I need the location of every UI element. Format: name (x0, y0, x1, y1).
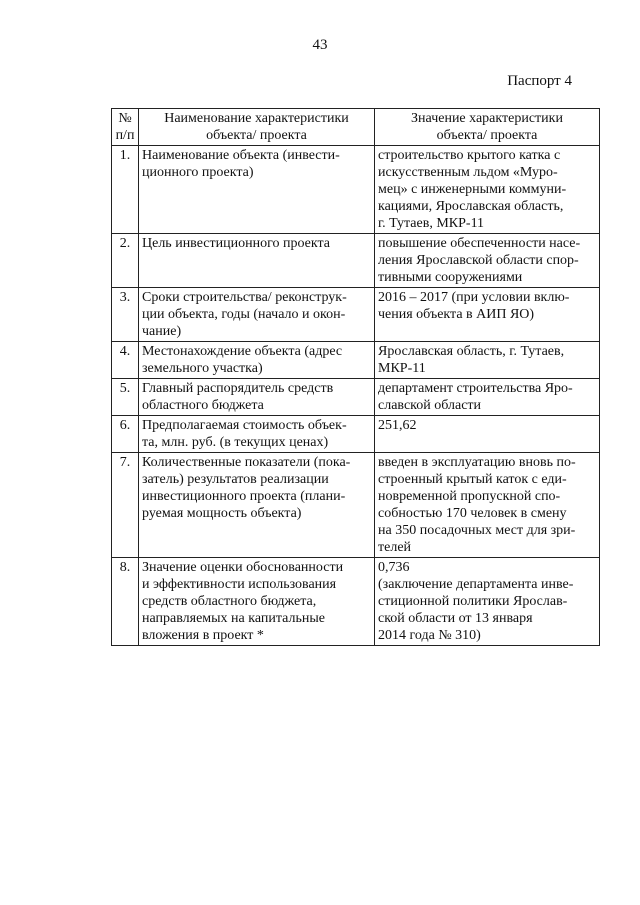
row-name: Цель инвестиционного проекта (139, 234, 375, 288)
passport-label: Паспорт 4 (507, 73, 572, 89)
row-value: департамент строительства Яро- славской области (375, 379, 600, 416)
header-value: Значение характеристики объекта/ проекта (375, 109, 600, 146)
row-name: Главный распорядитель средств областного бюджета (139, 379, 375, 416)
table-row (112, 146, 600, 234)
row-num: 5. (112, 379, 139, 416)
row-value: введен в эксплуатацию вновь по- строенный крытый каток с еди- новременной пропускной спо- собностью 170 человек в смену на 350 посадочных мест для зри- телей (375, 453, 600, 558)
row-name: Значение оценки обоснованности и эффективности использования средств областного бюджета, направляемых на капитальные вложения в проект * (139, 558, 375, 646)
row-name: Количественные показатели (пока- затель) результатов реализации инвестиционного проекта (плани- руемая мощность объекта) (139, 453, 375, 558)
header-num: № п/п (112, 109, 139, 146)
table-header-row (112, 109, 600, 146)
row-name: Сроки строительства/ реконструк- ции объекта, годы (начало и окон- чание) (139, 288, 375, 342)
header-name: Наименование характеристики объекта/ проекта (139, 109, 375, 146)
table-row (112, 379, 600, 416)
row-name: Предполагаемая стоимость объек- та, млн. руб. (в текущих ценах) (139, 416, 375, 453)
table-row (112, 342, 600, 379)
row-value: 0,736 (заключение департамента инве- стиционной политики Ярослав- ской области от 13 января 2014 года № 310) (375, 558, 600, 646)
row-num: 4. (112, 342, 139, 379)
row-num: 7. (112, 453, 139, 558)
row-value: 251,62 (375, 416, 600, 453)
row-value: Ярославская область, г. Тутаев, МКР-11 (375, 342, 600, 379)
table-row (112, 453, 600, 558)
row-name: Наименование объекта (инвести- ционного проекта) (139, 146, 375, 234)
passport-table (111, 108, 600, 646)
row-num: 2. (112, 234, 139, 288)
row-num: 1. (112, 146, 139, 234)
row-num: 6. (112, 416, 139, 453)
table-row (112, 234, 600, 288)
row-value: повышение обеспеченности насе- ления Ярославской области спор- тивными сооружениями (375, 234, 600, 288)
table-row (112, 288, 600, 342)
row-name: Местонахождение объекта (адрес земельного участка) (139, 342, 375, 379)
row-num: 3. (112, 288, 139, 342)
row-value: 2016 – 2017 (при условии вклю- чения объекта в АИП ЯО) (375, 288, 600, 342)
table-row (112, 558, 600, 646)
row-num: 8. (112, 558, 139, 646)
table-row (112, 416, 600, 453)
page-number: 43 (312, 37, 328, 53)
row-value: строительство крытого катка с искусственным льдом «Муро- мец» с инженерными коммуни- кациями, Ярославская область, г. Тутаев, МКР-11 (375, 146, 600, 234)
